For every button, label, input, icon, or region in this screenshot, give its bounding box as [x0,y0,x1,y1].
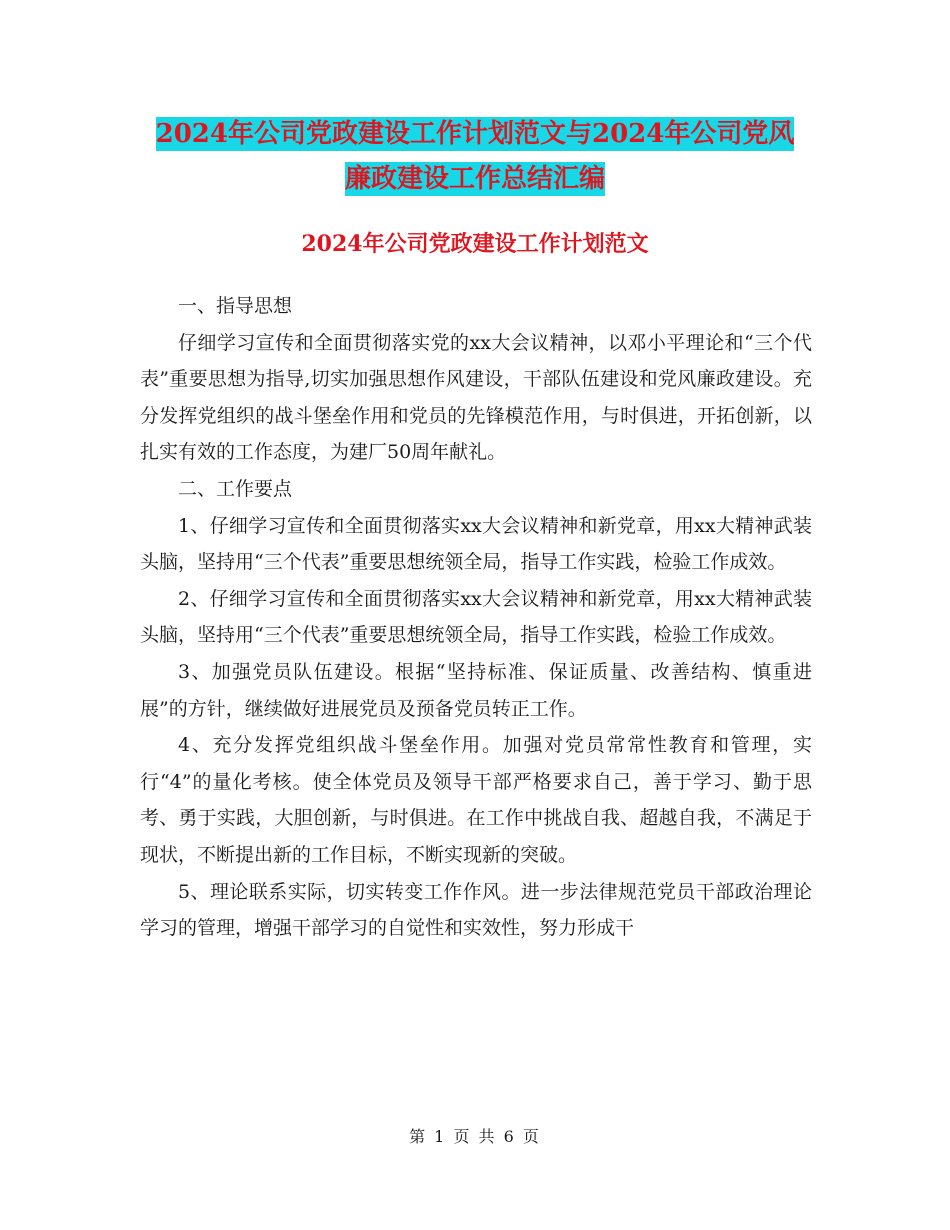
document-title-text-1: 2024年公司党政建设工作计划范文与2024年公司党风 [155,119,795,149]
paragraph-point-3: 3、加强党员队伍建设。根据“坚持标准、保证质量、改善结构、慎重进展”的方针，继续做好进展党员及预备党员转正工作。 [140,660,812,720]
paragraph-point-1: 1、仔细学习宣传和全面贯彻落实xx大会议精神和新党章，用xx大精神武装头脑，坚持用“三个代表”重要思想统领全局，指导工作实践，检验工作成效。 [140,514,812,574]
document-title-text-2: 廉政建设工作总结汇编 [344,164,605,194]
paragraph-guiding-ideology: 仔细学习宣传和全面贯彻落实党的xx大会议精神，以邓小平理论和“三个代表”重要思想为指导,切实加强思想作风建设，干部队伍建设和党风廉政建设。充分发挥党组织的战斗堡垒作用和党员的先锋模范作用，与时俱进，开拓创新，以扎实有效的工作态度，为建厂50周年献礼。 [140,331,812,464]
page-footer: 第 1 页 共 6 页 [409,1127,541,1146]
paragraph-point-4: 4、充分发挥党组织战斗堡垒作用。加强对党员常常性教育和管理，实行“4”的量化考核。使全体党员及领导干部严格要求自己，善于学习、勤于思考、勇于实践，大胆创新，与时俱进。在工作中挑战自我、超越自我，不满足于现状，不断提出新的工作目标，不断实现新的突破。 [140,734,812,866]
section-title: 2024年公司党政建设工作计划范文 [301,231,649,257]
document-body [140,288,812,947]
document-title-line-2 [0,158,950,195]
heading-work-points: 二、工作要点 [178,477,293,500]
paragraph-point-5: 5、理论联系实际，切实转变工作作风。进一步法律规范党员干部政治理论学习的管理，增强干部学习的自觉性和实效性，努力形成干 [140,880,812,940]
heading-guiding-ideology: 一、指导思想 [178,295,293,317]
document-title-line-1 [0,113,950,150]
paragraph-point-2: 2、仔细学习宣传和全面贯彻落实xx大会议精神和新党章，用xx大精神武装头脑，坚持用“三个代表”重要思想统领全局，指导工作实践，检验工作成效。 [140,587,812,647]
